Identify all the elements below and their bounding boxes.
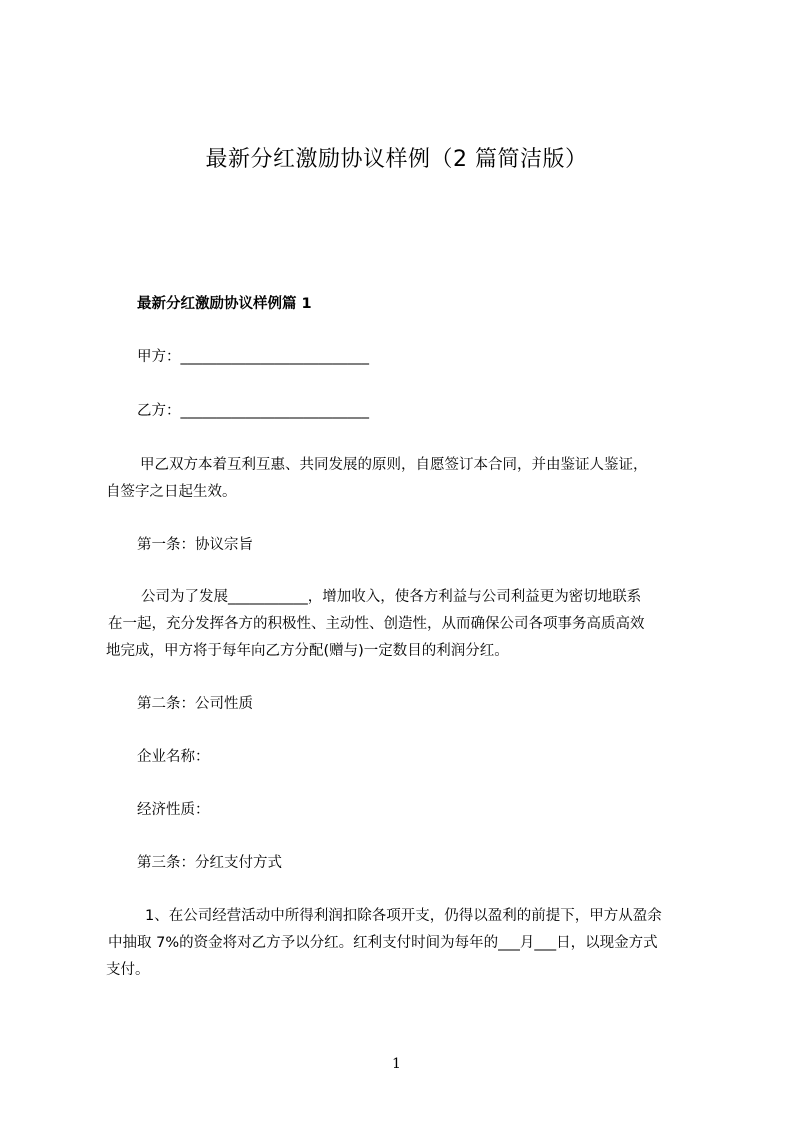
article3-line-2: 中抽取 7%的资金将对乙方予以分红。红利支付时间为每年的___月___日，以现金方式: [108, 935, 658, 951]
economic-nature-label: 经济性质：: [137, 802, 210, 818]
article3-heading: 第三条：分红支付方式: [137, 855, 282, 871]
article3-line-3: 支付。: [106, 962, 150, 978]
article1-line-3: 地完成，甲方将于每年向乙方分配(赠与)一定数目的利润分红。: [106, 643, 509, 659]
party-b-line: 乙方：__________________________: [137, 403, 369, 419]
company-name-label: 企业名称：: [137, 749, 210, 765]
document-title: 最新分红激励协议样例（2 篇简洁版）: [205, 147, 588, 172]
article1-heading: 第一条：协议宗旨: [137, 537, 253, 553]
intro-line-1: 甲乙双方本着互利互惠、共同发展的原则，自愿签订本合同，并由鉴证人鉴证，: [140, 457, 648, 473]
page-number: 1: [392, 1056, 401, 1072]
article1-line-2: 在一起，充分发挥各方的积极性、主动性、创造性，从而确保公司各项事务高质高效: [108, 616, 645, 632]
intro-line-2: 自签字之日起生效。: [106, 484, 237, 500]
article3-line-1: 1、在公司经营活动中所得利润扣除各项开支，仍得以盈利的前提下，甲方从盈余: [145, 908, 662, 924]
article1-line-1: 公司为了发展___________，增加收入，使各方利益与公司利益更为密切地联系: [141, 589, 642, 605]
article2-heading: 第二条：公司性质: [137, 696, 253, 712]
party-a-line: 甲方：__________________________: [137, 349, 369, 365]
section-heading: 最新分红激励协议样例篇 1: [137, 296, 312, 312]
